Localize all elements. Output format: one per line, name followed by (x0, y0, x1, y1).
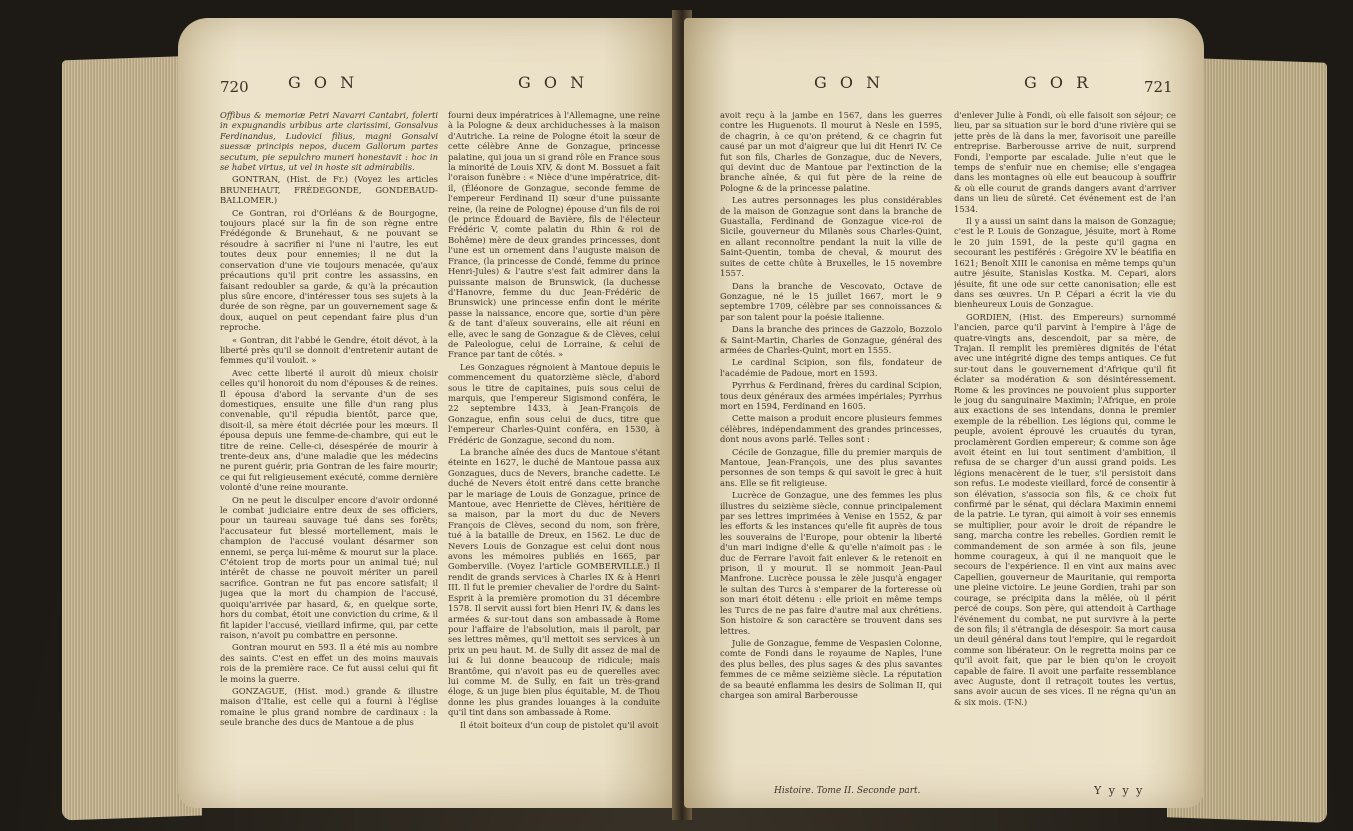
right-page-number: 721 (1144, 78, 1173, 96)
paragraph: GORDIEN, (Hist. des Empereurs) surnommé l'ancien, parce qu'il parvint à l'empire à l'âge de quatre-vingts ans, descendoit, par sa mère, de Trajan. Il remplit les premières dignités de l'état avec une intégrité digne des temps antiques. Ce fut sur-tout dans le gouvernement d'Afrique qu'il fit éclater sa modération & son désintéressement. Rome & les provinces ne pouvoient plus supporter le joug du sanguinaire Maximin; l'Afrique, en proie aux exactions de ses intendans, donna le premier exemple de la rébellion. Les légions qui, comme le peuple, avoient éprouvé les cruautés du tyran, proclamèrent Gordien empereur; & comme son âge avoit éteint en lui tout sentiment d'ambition, il refusa de se charger d'un aussi grand poids. Les légions menacèrent de le tuer, s'il persistoit dans son refus. Le modeste vieillard, forcé de consentir à son élévation, s'associa son fils, & ce choix fut confirmé par le sénat, qui déclara Maximin ennemi de la patrie. Le tyran, qui aimoit à voir ses ennemis se multiplier, pour avoir le droit de répandre le sang, marcha contre les rebelles. Gordien remit le commandement de son armée à son fils, jeune homme courageux, à qui il ne manquoit que le secours de l'expérience. Il en vint aux mains avec Capellien, gouverneur de Mauritanie, qui remporta une pleine victoire. Le jeune Gordien, trahi par son courage, se précipita dans la mêlée, où il périt percé de coups. Son père, qui attendoit à Carthage l'événement du combat, ne put survivre à la perte de son fils; il s'étrangla de désespoir. Sa mort causa un deuil général dans tout l'empire, qui le regardoit comme son libérateur. On le regretta moins par ce qu'il avoit fait, que par le bien qu'on le croyoit capable de faire. Il avoit une parfaite ressemblance avec Auguste, dont il retraçoit toutes les vertus, sans avoir aucun de ses vices. Il ne régna qu'un an & six mois. (T-N.) (954, 311, 1176, 707)
paragraph: La branche aînée des ducs de Mantoue s'étant éteinte en 1627, le duché de Mantoue passa aux Gonzagues, ducs de Nevers, branche cadette. Le duché de Nevers étoit entré dans cette branche par le mariage de Louis de Gonzague, prince de Mantoue, avec Henriette de Clèves, héritière de sa maison, par la mort du duc de Nevers François de Clèves, second du nom, son frère, tué à la bataille de Dreux, en 1562. Le duc de Nevers Louis de Gonzague est celui dont nous avons les mémoires publiés en 1665, par Gomberville. (Voyez l'article GOMBERVILLE.) Il rendit de grands services à Charles IX & à Henri III. Il fut le premier chevalier de l'ordre du Saint-Esprit à la première promotion du 31 décembre 1578. Il servit aussi fort bien Henri IV, & dans les armées & sur-tout dans son ambassade à Rome pour l'affaire de l'absolution, mais il paroît, par ses lettres mêmes, qu'il mettoit ses services à un prix un peu haut. M. de Sully dit assez de mal de lui & lui donne beaucoup de ridicule; mais Brantôme, qui n'avoit pas eu de querelles avec lui comme M. de Sully, en fait un très-grand éloge, & un juge bien plus équitable, M. de Thou donne les plus grandes louanges à la conduite qu'il tint dans son ambassade à Rome. (448, 447, 660, 718)
paragraph: d'enlever Julie à Fondi, où elle faisoit son séjour; ce lieu, par sa situation sur le bord d'une rivière qui se jette près de là dans la mer, favorisoit une pareille entreprise. Barberousse arrive de nuit, surprend Fondi, l'emporte par escalade. Julie n'eut que le temps de s'enfuir nue en chemise; elle s'engagea dans les montagnes où elle eut beaucoup à souffrir & où elle courut de grands dangers avant d'arriver dans un lieu de sûreté. Cet événement est de l'an 1534. (954, 110, 1176, 214)
right-column-2 (954, 110, 1176, 800)
left-column-2 (448, 110, 660, 800)
left-page-number: 720 (220, 78, 249, 96)
right-page (684, 18, 1204, 808)
signature-mark: Y y y y (1094, 784, 1145, 797)
right-column-1 (720, 110, 942, 780)
right-running-head-2: G O R (1024, 73, 1093, 92)
paragraph: Les autres personnages les plus considérables de la maison de Gonzague sont dans la branche de Guastalla, Ferdinand de Gonzague vice-roi de Sicile, gouverneur du Milanès sous Charles-Quint, en allant reconnoître pendant la nuit la ville de Saint-Quentin, tomba de cheval, & mourut des suites de cette chûte à Bruxelles, le 15 novembre 1557. (720, 195, 942, 279)
paragraph: Lucrèce de Gonzague, une des femmes les plus illustres du seizième siècle, connue principalement par ses lettres imprimées à Venise en 1552, & par les efforts & les instances qu'elle fit auprès de tous les souverains de l'Europe, pour obtenir la liberté d'un mari indigne d'elle & qu'elle n'aimoit pas : le duc de Ferrare l'avoit fait enlever & le retenoit en prison, il y mourut. Il se nommoit Jean-Paul Manfrone. Lucrèce poussa le zèle jusqu'à engager le sultan des Turcs à s'emparer de la forteresse où son mari étoit détenu : elle prioit en même temps les Turcs de ne pas faire d'autre mal aux chrétiens. Son histoire & son caractère se trouvent dans ses lettres. (720, 490, 942, 636)
left-running-head-1: G O N (288, 73, 359, 92)
left-page (178, 18, 678, 808)
paragraph: fourni deux impératrices à l'Allemagne, une reine à la Pologne & deux archiduchesses à la maison d'Autriche. La reine de Pologne étoit la sœur de cette célèbre Anne de Gonzague, princesse palatine, qui joua un si grand rôle en France sous la minorité de Louis XIV, & dont M. Bossuet a fait l'oraison funèbre : « Nièce d'une impératrice, dit-il, (Éléonore de Gonzague, seconde femme de l'empereur Ferdinand II) sœur d'une puissante reine, (la reine de Pologne) épouse d'un fils de roi (le prince Édouard de Bavière, fils de l'électeur Frédéric V, comte palatin du Rhin & roi de Bohême) mère de deux grandes princesses, dont l'une est un ornement dans l'auguste maison de France, (la princesse de Condé, femme du prince Henri-Jules) & l'autre s'est fait admirer dans la puissante maison de Brunswick, (la duchesse d'Hanovre, femme du duc Jean-Frédéric de Brunswick) une princesse enfin dont le mérite passe la naissance, encore que, sortie d'un père & de tant d'aïeux souverains, elle ait réuni en elle, avec le sang de Gonzague & de Clèves, celui de Paleologue, celui de Lorraine, & celui de France par tant de côtés. » (448, 110, 660, 360)
paragraph: Ce Gontran, roi d'Orléans & de Bourgogne, toujours placé sur la fin de son règne entre Frédégonde & Brunehaut, & ne pouvant se résoudre à sacrifier ni l'une ni l'autre, les eut toutes deux pour ennemies; il ne dut la conservation d'une vie toujours menacée, qu'aux précautions qu'il prit contre les assassins, en faisant redoubler sa garde, & qu'à la précaution plus sûre encore, d'intéresser tous ses sujets à la durée de son règne, par un gouvernement sage & doux, auquel on peut cependant faire plus d'un reproche. (220, 207, 438, 333)
paragraph: Pyrrhus & Ferdinand, frères du cardinal Scipion, tous deux généraux des armées impériales; Pyrrhus mort en 1594, Ferdinand en 1605. (720, 380, 942, 411)
paragraph: avoit reçu à la jambe en 1567, dans les guerres contre les Huguenots. Il mourut à Nesle en 1595, de chagrin, à ce qu'on prétend, & ce chagrin fut causé par un mot d'aigreur que lui dit Henri IV. Ce fut son fils, Charles de Gonzague, duc de Nevers, qui devint duc de Mantoue par l'extinction de la branche aînée, & qui fut père de la reine de Pologne & de la princesse palatine. (720, 110, 942, 193)
paragraph: Dans la branche des princes de Gazzolo, Bozzolo & Saint-Martin, Charles de Gonzague, général des armées de Charles-Quint, mort en 1555. (720, 324, 942, 355)
left-running-head-2: G O N (518, 73, 589, 92)
paragraph: On ne peut le disculper encore d'avoir ordonné le combat judiciaire entre deux de ses officiers, pour un taureau sauvage tué dans ses forêts; l'accusateur fut blessé mortellement, mais le champion de l'accusé voulant désarmer son ennemi, se perça lui-même & mourut sur la place. C'étoient trop de morts pour un animal tué; nul intérêt de chasse ne pouvoit mériter un pareil sacrifice. Gontran ne fut pas encore satisfait; il jugea que la mort du champion de l'accusé, quoiqu'arrivée par hasard, &, en quelque sorte, hors du combat, étoit une conviction du crime, & il fit lapider l'accusé, vieillard infirme, qui, par cette raison, n'avoit pu combattre en personne. (220, 494, 438, 640)
right-running-head-1: G O N (814, 73, 885, 92)
paragraph: « Gontran, dit l'abbé le Gendre, étoit dévot, à la liberté près qu'il se donnoit d'entretenir autant de femmes qu'il vouloit. » (220, 334, 438, 366)
paragraph: Offibus & memoriæ Petri Navarri Cantabri, folerti in expugnandis urbibus arte clarissimi, Gonsalvus Ferdinandus, Ludovici filius, magni Gonsalvi suessæ principis nepos, ducem Gallorum partes secutum, pie sepulchro muneri honestavit : hoc in se habet virtus, ut vel in hoste sit admirabilis. (220, 110, 438, 173)
paragraph: Il étoit boiteux d'un coup de pistolet qu'il avoit (460, 719, 659, 730)
paragraph: Dans la branche de Vescovato, Octave de Gonzague, né le 15 juillet 1667, mort le 9 septembre 1709, célèbre par ses connoissances & par son talent pour la poésie italienne. (720, 280, 942, 322)
paragraph: GONTRAN, (Hist. de Fr.) (Voyez les articles BRUNEHAUT, FRÉDEGONDE, GONDEBAUD-BALLOMER.) (220, 174, 438, 206)
paragraph: Il y a aussi un saint dans la maison de Gonzague; c'est le P. Louis de Gonzague, jésuite, mort à Rome le 20 juin 1591, de la peste qu'il gagna en secourant les pestiférés : Grégoire XV le béatifia en 1621; Benoît XIII le canonisa en même temps qu'un autre jésuite, Stanislas Kostka. M. Cepari, alors jésuite, fit une ode sur cette canonisation; elle est dans ses œuvres. Un P. Cépari a écrit la vie du bienheureux Louis de Gonzague. (954, 216, 1176, 310)
left-column-1 (220, 110, 438, 800)
paragraph: Julie de Gonzague, femme de Vespasien Colonne, comte de Fondi dans le royaume de Naples, l'une des plus belles, des plus sages & des plus savantes femmes de ce même seizième siècle. La réputation de sa beauté enflamma les desirs de Soliman II, qui chargea son amiral Barberousse (720, 637, 942, 700)
paragraph: Avec cette liberté il auroit dû mieux choisir celles qu'il honoroit du nom d'épouses & de reines. Il épousa d'abord la servante d'un de ses domestiques, ensuite une fille d'un rang plus convenable, qu'il répudia bientôt, parce que, disoit-il, sa mère étoit décriée pour les mœurs. Il épousa depuis une femme-de-chambre, qui eut le titre de reine. Celle-ci, désespérée de mourir à trente-deux ans, d'une maladie que les médecins ne purent guérir, pria Gontran de les faire mourir; ce qui fut religieusement exécuté, comme dernière volonté d'une reine mourante. (220, 367, 438, 493)
paragraph: Gontran mourut en 593. Il a été mis au nombre des saints. C'est en effet un des moins mauvais rois de la première race. Ce fut aussi celui qui fit le moins la guerre. (220, 642, 438, 684)
paragraph: Les Gonzagues régnoient à Mantoue depuis le commencement du quatorzième siècle, d'abord sous le titre de capitaines, puis sous celui de marquis, que l'empereur Sigismond conféra, le 22 septembre 1433, à Jean-François de Gonzague, enfin sous celui de ducs, titre que l'empereur Charles-Quint conféra, en 1530, à Frédéric de Gonzague, second du nom. (448, 361, 660, 445)
page-footer: Histoire. Tome II. Seconde part. (774, 786, 921, 796)
paragraph: Le cardinal Scipion, son fils, fondateur de l'académie de Padoue, mort en 1593. (720, 357, 942, 378)
paragraph: Cécile de Gonzague, fille du premier marquis de Mantoue, Jean-François, une des plus savantes personnes de son temps & qui savoit le grec à huit ans. Elle se fit religieuse. (720, 446, 942, 488)
paragraph: GONZAGUE, (Hist. mod.) grande & illustre maison d'Italie, est celle qui a fourni à l'église romaine le plus grand nombre de cardinaux : la seule branche des ducs de Mantoue a de plus (220, 685, 438, 728)
paragraph: Cette maison a produit encore plusieurs femmes célèbres, indépendamment des grandes princesses, dont nous avons parlé. Telles sont : (720, 413, 942, 445)
